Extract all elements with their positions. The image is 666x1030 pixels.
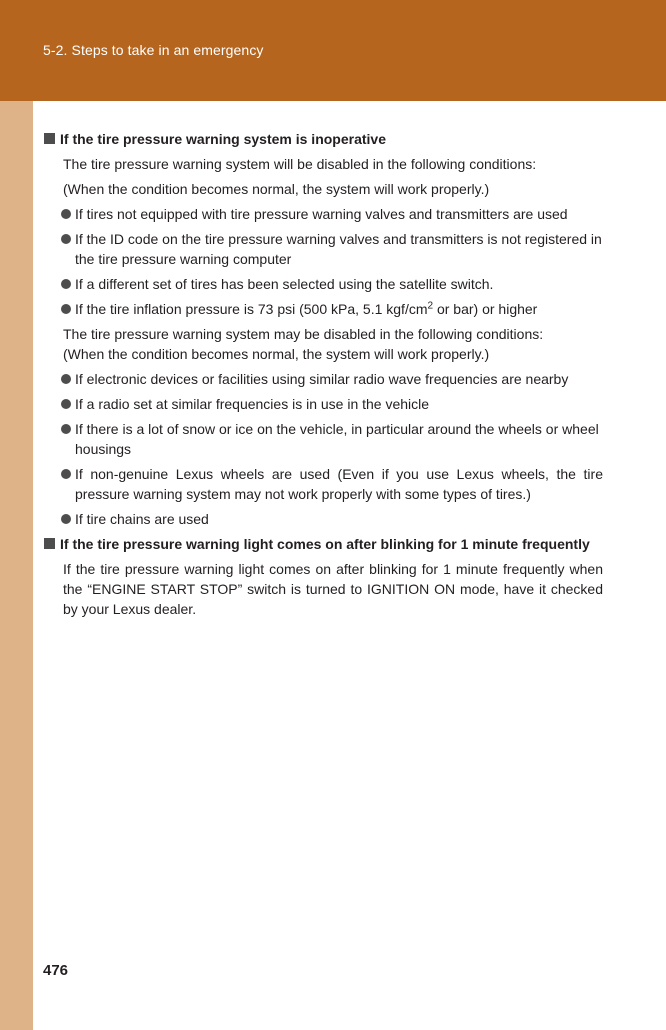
list-item [43,419,603,459]
circle-bullet-icon [61,399,71,409]
list-item-text: If electronic devices or facilities using similar radio wave frequencies are nearby [75,371,569,387]
list-item [43,204,603,224]
page-content [43,129,603,624]
list-item [43,299,603,319]
list-item [43,229,603,269]
paragraph: The tire pressure warning system will be disabled in the following conditions: [63,156,537,172]
circle-bullet-icon [61,469,71,479]
circle-bullet-icon [61,514,71,524]
list-item-text: If non-genuine Lexus wheels are used (Even if you use Lexus wheels, the tire pressure warning system may not work properly with some types of tires.) [75,466,603,502]
list-item-text: If a different set of tires has been selected using the satellite switch. [75,276,494,292]
circle-bullet-icon [61,234,71,244]
page-number: 476 [43,962,69,979]
section1-heading-text: If the tire pressure warning system is inoperative [60,131,386,147]
square-bullet-icon [44,538,55,549]
list-item [43,509,603,529]
page-header [0,0,666,101]
circle-bullet-icon [61,424,71,434]
list-item [43,394,603,414]
section-title: 5-2. Steps to take in an emergency [43,42,264,58]
circle-bullet-icon [61,304,71,314]
list-item [43,274,603,294]
section2-heading-text: If the tire pressure warning light comes on after blinking for 1 minute frequently [60,536,590,552]
circle-bullet-icon [61,279,71,289]
circle-bullet-icon [61,374,71,384]
list-item-text: If tires not equipped with tire pressure warning valves and transmitters are used [75,206,568,222]
list-item-text-part: If the tire inflation pressure is 73 psi (500 kPa, 5.1 kgf/cm [75,301,428,317]
list-item-text: If tire chains are used [75,511,209,527]
list-item-text-part: or bar) or higher [433,301,538,317]
section1-heading [43,129,603,149]
list-item-text: If a radio set at similar frequencies is in use in the vehicle [75,396,430,412]
list-item-text [75,299,537,319]
list-item-text: If the ID code on the tire pressure warning valves and transmitters is not registered in the tire pressure warning computer [75,231,602,267]
side-strip [0,101,33,1030]
circle-bullet-icon [61,209,71,219]
paragraph: (When the condition becomes normal, the system will work properly.) [63,346,490,362]
paragraph: The tire pressure warning system may be disabled in the following conditions: [63,326,544,342]
section2-heading [43,534,603,554]
square-bullet-icon [44,133,55,144]
list-item-text: If there is a lot of snow or ice on the vehicle, in particular around the wheels or wheel housings [75,421,599,457]
list-item [43,369,603,389]
paragraph: (When the condition becomes normal, the system will work properly.) [63,181,490,197]
list-item [43,464,603,504]
superscript: 2 [427,300,434,312]
paragraph: If the tire pressure warning light comes on after blinking for 1 minute frequently when the “ENGINE START STOP” switch is turned to IGNITION ON mode, have it checked by your Lexus dealer. [63,561,603,617]
